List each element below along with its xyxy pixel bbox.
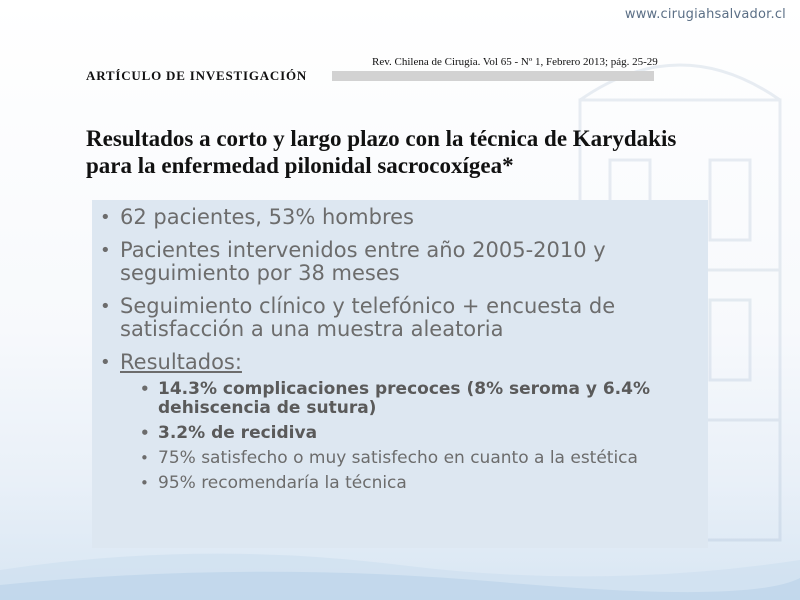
bullet-text: Pacientes intervenidos entre año 2005-2010 y seguimiento por 38 meses	[120, 238, 606, 285]
list-item	[138, 449, 690, 468]
summary-box	[92, 200, 708, 548]
website-url: www.cirugiahsalvador.cl	[624, 7, 786, 22]
result-text: 14.3% complicaciones precoces (8% seroma y 6.4% dehiscencia de sutura)	[158, 379, 650, 418]
list-item	[98, 239, 690, 285]
list-item	[138, 474, 690, 493]
bullet-icon: •	[100, 352, 111, 373]
results-label: Resultados:	[120, 350, 242, 374]
journal-citation: Rev. Chilena de Cirugía. Vol 65 - Nº 1, Febrero 2013; pág. 25-29	[372, 56, 658, 68]
section-divider-bar	[332, 71, 654, 81]
bullet-icon: •	[100, 296, 111, 317]
list-item-results	[98, 351, 690, 493]
section-label: ARTÍCULO DE INVESTIGACIÓN	[86, 68, 308, 83]
sub-bullet-icon: •	[140, 424, 150, 442]
result-text: 3.2% de recidiva	[158, 423, 318, 443]
result-text: 95% recomendaría la técnica	[158, 473, 407, 493]
sub-bullet-icon: •	[140, 449, 149, 467]
summary-list	[98, 206, 690, 493]
list-item	[98, 206, 690, 229]
list-item	[98, 295, 690, 341]
list-item	[138, 424, 690, 443]
bullet-icon: •	[100, 207, 111, 228]
article-title: Resultados a corto y largo plazo con la técnica de Karydakis para la enfermedad pilonidal sacrocoxígea*	[86, 126, 677, 178]
result-text: 75% satisfecho o muy satisfecho en cuanto a la estética	[158, 448, 638, 468]
sub-bullet-icon: •	[140, 474, 149, 492]
bullet-icon: •	[100, 240, 111, 261]
bullet-text: Seguimiento clínico y telefónico + encuesta de satisfacción a una muestra aleatoria	[120, 294, 616, 341]
results-list	[120, 380, 690, 493]
bullet-text: 62 pacientes, 53% hombres	[120, 205, 414, 229]
list-item	[138, 380, 690, 418]
sub-bullet-icon: •	[140, 380, 150, 398]
